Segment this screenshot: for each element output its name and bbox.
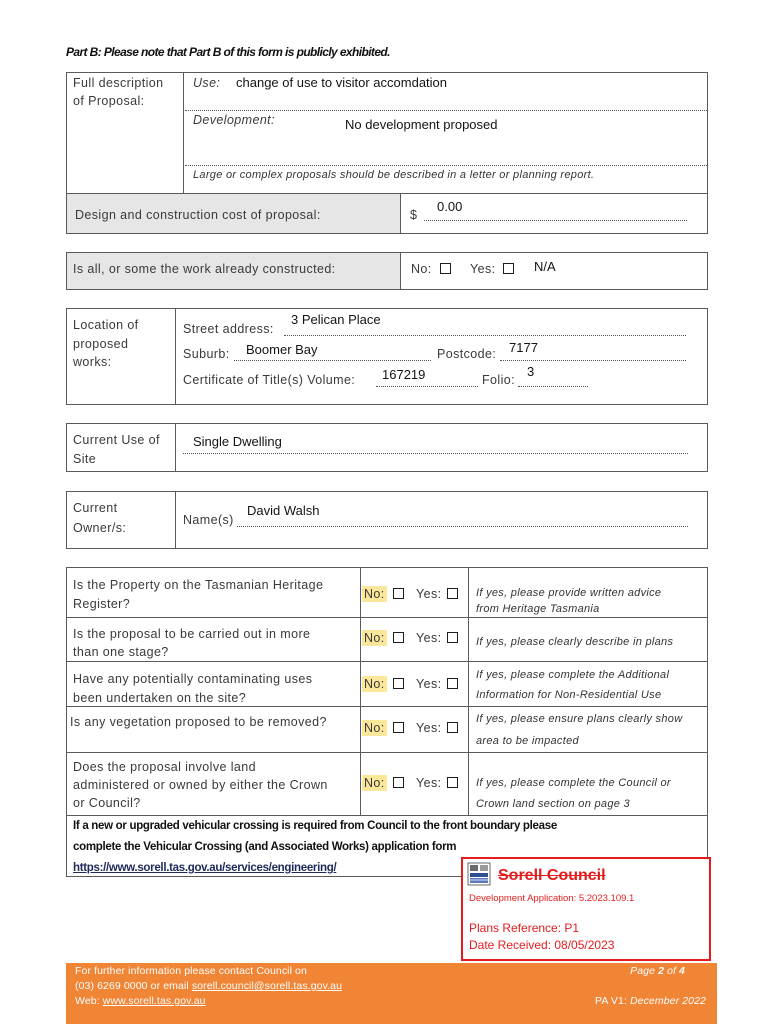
stages-note-line-1: If yes, please clearly describe in plans	[476, 636, 674, 648]
constructed-label: Is all, or some the work already constructed:	[73, 262, 336, 276]
development-field[interactable]: No development proposed	[345, 117, 498, 132]
crown-land-yes-checkbox[interactable]	[447, 777, 458, 788]
question-stages-line-2: than one stage?	[73, 645, 169, 659]
footer-phone-email-line	[75, 979, 342, 993]
form-version-prefix: PA V1:	[595, 995, 630, 1007]
question-contamination-line-2: been undertaken on the site?	[73, 691, 247, 705]
postcode-label: Postcode:	[437, 347, 497, 361]
divider	[175, 308, 176, 405]
street-address-label: Street address:	[183, 322, 274, 336]
postcode-field[interactable]: 7177	[509, 340, 538, 355]
page-current: 2	[658, 965, 665, 977]
constructed-value[interactable]: N/A	[534, 259, 556, 274]
use-field-line	[185, 110, 707, 111]
form-version-date: December 2022	[629, 995, 706, 1007]
folio-field[interactable]: 3	[527, 364, 535, 379]
footer-web-link[interactable]: www.sorell.tas.gov.au	[102, 995, 206, 1007]
question-heritage-line-1: Is the Property on the Tasmanian Heritage	[73, 578, 324, 592]
vehicular-crossing-link[interactable]: https://www.sorell.tas.gov.au/services/engineering/	[73, 862, 337, 874]
question-stages-line-1: Is the proposal to be carried out in more	[73, 627, 311, 641]
suburb-label: Suburb:	[183, 347, 230, 361]
divider	[66, 815, 708, 816]
divider	[66, 706, 708, 707]
proposal-label-line-2: of Proposal:	[73, 94, 145, 108]
page-footer	[66, 963, 717, 1024]
postcode-line	[500, 360, 686, 361]
contamination-no-checkbox[interactable]	[393, 678, 404, 689]
title-volume-field[interactable]: 167219	[382, 367, 426, 382]
location-section	[66, 308, 708, 405]
heritage-no-label: No:	[364, 587, 385, 601]
vehicular-crossing-line-1: If a new or upgraded vehicular crossing is required from Council to the front boundary please	[73, 820, 557, 832]
owner-label-line-2: Owner/s:	[73, 521, 127, 535]
page-number	[630, 964, 685, 978]
footer-phone-text: (03) 6269 0000 or email	[75, 980, 192, 992]
stages-no-checkbox[interactable]	[393, 632, 404, 643]
heritage-no-checkbox[interactable]	[393, 588, 404, 599]
vegetation-no-checkbox[interactable]	[393, 722, 404, 733]
page-total: 4	[679, 965, 685, 977]
council-crest-logo	[467, 862, 491, 886]
constructed-no-label: No:	[411, 262, 432, 276]
vegetation-note-line-2: area to be impacted	[476, 735, 579, 747]
contamination-no-label: No:	[364, 677, 385, 691]
stamp-application-number: Development Application: 5.2023.109.1	[469, 893, 635, 904]
stages-no-label: No:	[364, 631, 385, 645]
currency-symbol: $	[410, 208, 418, 222]
question-vegetation-line-1: Is any vegetation proposed to be removed?	[70, 715, 327, 729]
question-contamination-line-1: Have any potentially contaminating uses	[73, 672, 313, 686]
owner-label-line-1: Current	[73, 501, 118, 515]
folio-label: Folio:	[482, 373, 515, 387]
contamination-yes-checkbox[interactable]	[447, 678, 458, 689]
current-use-line	[183, 453, 688, 454]
footer-web-line	[75, 994, 206, 1008]
constructed-no-checkbox[interactable]	[440, 263, 451, 274]
cost-label: Design and construction cost of proposal:	[75, 208, 321, 222]
stamp-date-received: Date Received: 08/05/2023	[469, 938, 615, 952]
current-use-label-line-1: Current Use of	[73, 433, 160, 447]
divider	[183, 72, 184, 193]
constructed-yes-label: Yes:	[470, 262, 496, 276]
divider	[400, 252, 401, 290]
divider	[66, 752, 708, 753]
divider	[468, 567, 469, 815]
stages-yes-label: Yes:	[416, 631, 442, 645]
divider	[175, 423, 176, 472]
crown-land-no-checkbox[interactable]	[393, 777, 404, 788]
crown-land-note-line-2: Crown land section on page 3	[476, 798, 630, 810]
location-label-line-1: Location of	[73, 318, 139, 332]
council-received-stamp	[461, 857, 711, 961]
stages-yes-checkbox[interactable]	[447, 632, 458, 643]
vegetation-yes-checkbox[interactable]	[447, 722, 458, 733]
page-of: of	[664, 965, 680, 977]
footer-email-link[interactable]: sorell.council@sorell.tas.gov.au	[191, 980, 343, 992]
footer-contact-line: For further information please contact Council on	[75, 965, 307, 977]
divider	[66, 661, 708, 662]
question-crown-land-line-2: administered or owned by either the Crown	[73, 778, 328, 792]
vegetation-note-line-1: If yes, please ensure plans clearly show	[476, 713, 683, 725]
owner-name-label: Name(s)	[183, 513, 234, 527]
divider	[66, 617, 708, 618]
vegetation-yes-label: Yes:	[416, 721, 442, 735]
contamination-note-line-2: Information for Non-Residential Use	[476, 689, 662, 701]
constructed-yes-checkbox[interactable]	[503, 263, 514, 274]
question-crown-land-line-3: or Council?	[73, 796, 141, 810]
location-label-line-2: proposed	[73, 337, 129, 351]
owner-section	[66, 491, 708, 549]
divider	[175, 491, 176, 549]
cost-field[interactable]: 0.00	[437, 199, 463, 214]
crown-land-no-label: No:	[364, 776, 385, 790]
use-field[interactable]: change of use to visitor accomdation	[236, 75, 448, 90]
owner-name-line	[237, 526, 688, 527]
owner-name-field[interactable]: David Walsh	[247, 503, 320, 518]
form-version	[595, 994, 706, 1008]
heritage-note-line-1: If yes, please provide written advice	[476, 587, 662, 599]
current-use-section	[66, 423, 708, 472]
current-use-field[interactable]: Single Dwelling	[193, 434, 282, 449]
question-heritage-line-2: Register?	[73, 597, 131, 611]
footer-web-label: Web:	[75, 995, 103, 1007]
stamp-council-name: Sorell Council	[498, 867, 606, 884]
crown-land-note-line-1: If yes, please complete the Council or	[476, 777, 671, 789]
contamination-yes-label: Yes:	[416, 677, 442, 691]
title-volume-label: Certificate of Title(s) Volume:	[183, 373, 356, 387]
page-word: Page	[630, 965, 659, 977]
divider	[400, 193, 401, 233]
heritage-yes-label: Yes:	[416, 587, 442, 601]
proposal-hint: Large or complex proposals should be described in a letter or planning report.	[193, 169, 595, 181]
part-b-notice: Part B: Please note that Part B of this form is publicly exhibited.	[66, 45, 390, 59]
crown-land-yes-label: Yes:	[416, 776, 442, 790]
development-label: Development:	[193, 113, 275, 127]
divider	[360, 567, 361, 815]
question-crown-land-line-1: Does the proposal involve land	[73, 760, 256, 774]
location-label-line-3: works:	[73, 355, 112, 369]
folio-line	[518, 386, 588, 387]
current-use-label-line-2: Site	[73, 452, 97, 466]
heritage-note-line-2: from Heritage Tasmania	[476, 603, 600, 615]
stamp-plans-reference: Plans Reference: P1	[469, 921, 580, 935]
use-label: Use:	[193, 76, 221, 90]
development-field-line	[185, 165, 707, 166]
contamination-note-line-1: If yes, please complete the Additional	[476, 669, 670, 681]
suburb-field[interactable]: Boomer Bay	[246, 342, 318, 357]
street-address-field[interactable]: 3 Pelican Place	[291, 312, 381, 327]
cost-field-line	[424, 220, 687, 221]
title-volume-line	[376, 386, 478, 387]
vehicular-crossing-line-2: complete the Vehicular Crossing (and Associated Works) application form	[73, 841, 457, 853]
suburb-line	[234, 360, 431, 361]
proposal-label-line-1: Full description	[73, 76, 164, 90]
heritage-yes-checkbox[interactable]	[447, 588, 458, 599]
vegetation-no-label: No:	[364, 721, 385, 735]
street-address-line	[284, 335, 686, 336]
